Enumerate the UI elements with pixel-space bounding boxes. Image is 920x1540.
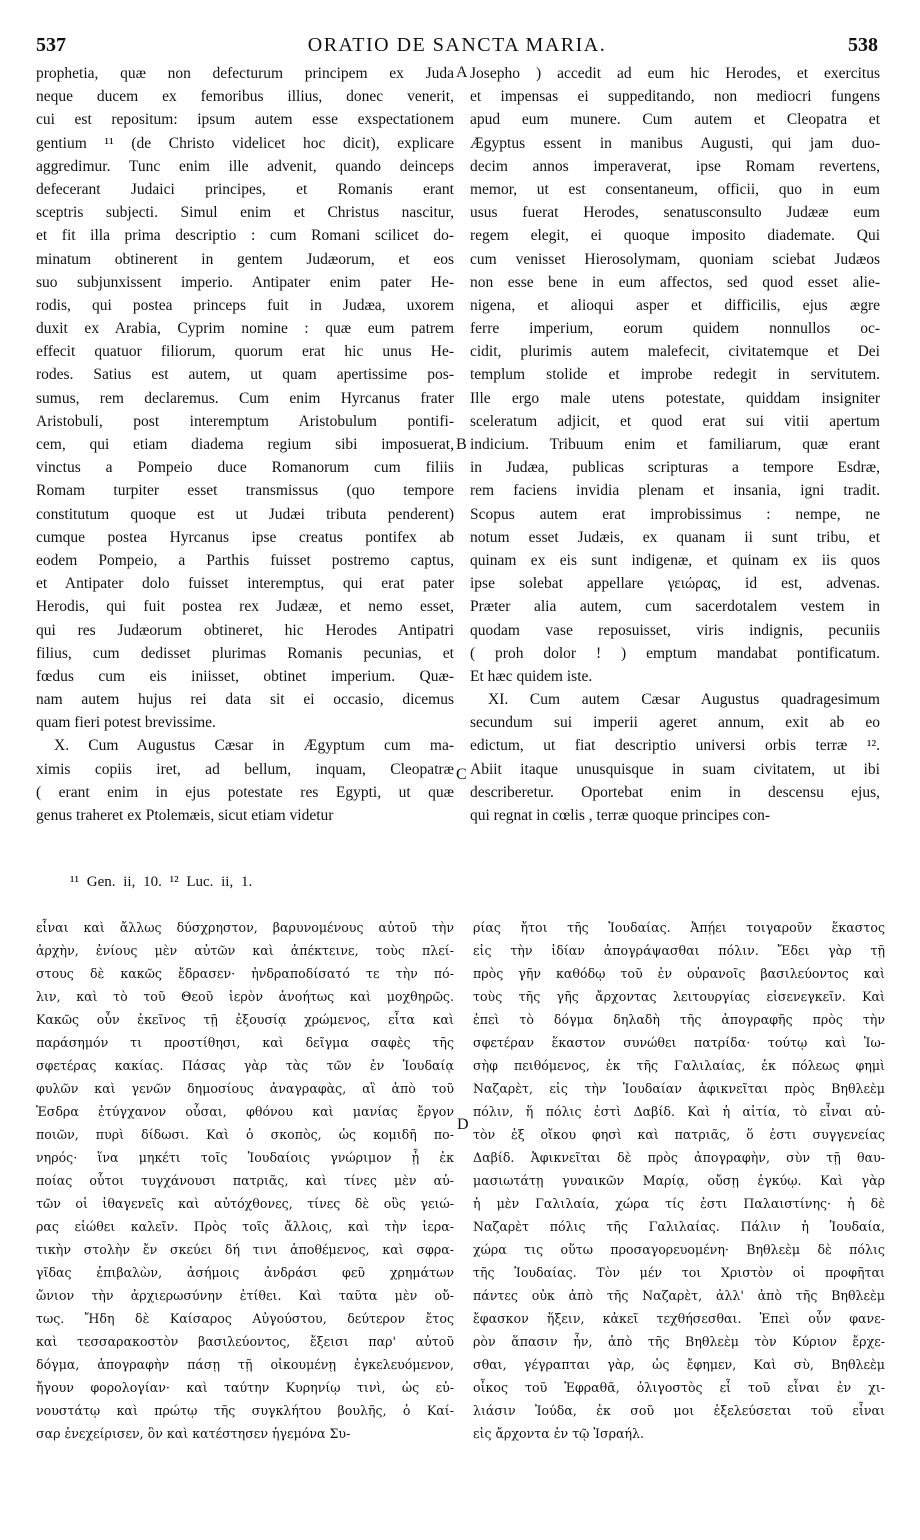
text-line: τῆς Ἰουδαίας. Τὸν μέν τοι Χριστὸν οἱ προφῆται — [473, 1265, 885, 1280]
text-line: effecit quatuor filiorum, quorum erat hic unus He- — [36, 343, 454, 361]
text-line: οἶκος τοῦ Ἐφραθᾶ, ὀλιγοστὸς εἶ τοῦ εἶναι ἐν χι- — [473, 1380, 885, 1395]
text-line: τως. Ἤδη δὲ Καίσαρος Αὐγούστου, δεύτερον ἔτος — [36, 1311, 454, 1326]
text-line: sceptris subjecti. Simul enim et Christus nascitur, — [36, 204, 454, 222]
greek-column-right — [473, 916, 885, 1445]
text-line: παράσημόν τι προστίθησι, καὶ δεῖγμα σαφὲς τῆς — [36, 1035, 454, 1050]
text-line: Ille ergo male utens potestate, quiddam insigniter — [470, 389, 880, 407]
text-line: εἰς τὴν ἰδίαν ἀπογράψασθαι πόλιν. Ἔδει γὰρ τῇ — [473, 943, 885, 958]
text-line: cumque postea Hyrcanus ipse creatus pontifex ab — [36, 528, 454, 546]
text-line: nigena, et alioqui asper et difficilis, ejus ægre — [470, 296, 880, 314]
text-line: eodem Pompeio, a Parthis fuisset postremo captus, — [36, 551, 454, 569]
text-line: Ναζαρὲτ πόλις τῆς Γαλιλαίας. Πάλιν ἡ Ἰουδαία, — [473, 1219, 885, 1234]
text-line: aggredimur. Tunc enim ille advenit, quando deinceps — [36, 157, 454, 175]
latin-column-left — [36, 62, 454, 827]
text-line: defecerant Judaici principes, et Romanis erant — [36, 180, 454, 198]
text-line: duxit ex Arabia, Cyprim nomine : quæ eum patrem — [36, 320, 454, 338]
text-line: prophetia, quæ non defecturum principem ex Juda — [36, 65, 454, 82]
text-line: ρὸν ἅπασιν ἦν, ἀπὸ τῆς Βηθλεὲμ τὸν Κύριον ἔρχε- — [473, 1334, 885, 1349]
text-line: regem elegit, ei quoque imposito diademate. Qui — [470, 227, 880, 245]
text-line: ximis copiis iret, ad bellum, inquam, Cleopatræ — [36, 760, 454, 778]
text-line: Scopus autem erat improbissimus : nempe, ne — [470, 505, 880, 523]
text-line: ρίας ἤτοι τῆς Ἰουδαίας. Ἀπῄει τοιγαροῦν ἕκαστος — [473, 920, 885, 935]
text-line: ποιῶν, πυρὶ δίδωσι. Καὶ ὁ σκοπὸς, ὡς κομιδῆ πο- — [36, 1127, 454, 1142]
text-line: ἔφασκον ἥξειν, κἀκεῖ τεχθήσεσθαι. Ἐπεὶ οὖν φανε- — [473, 1311, 885, 1326]
text-line: constitutum quoque est ut Judæi tributa penderent) — [36, 505, 454, 523]
text-line: quodam vase reposuisset, viris indignis, pecuniis — [470, 621, 880, 639]
text-line: ἤγουν φορολογίαν· καὶ ταύτην Κυρηνίῳ τινὶ, ὡς εὐ- — [36, 1380, 454, 1395]
text-line: δόγμα, ἀπογραφὴν πάσῃ τῇ οἰκουμένῃ ἐγκελευόμενον, — [36, 1357, 454, 1372]
text-line: non esse bene in eum affectos, sed quod esset alie- — [470, 273, 880, 291]
page-number-right: 538 — [848, 34, 878, 56]
text-line: notum esset Judæis, ex quanam ii sunt tribu, et — [470, 528, 880, 546]
text-line: τὸν ἐξ οἴκου φησὶ καὶ πατριᾶς, ὅ ἐστι συγγενείας — [473, 1127, 885, 1142]
text-line: ( proh dolor ! ) emptum mandabat pontificatum. — [470, 644, 880, 662]
text-line: Ἐσδρα ἐτύγχανον οὖσαι, φθόνου καὶ μανίας ἔργον — [36, 1104, 454, 1119]
text-line: Abiit itaque unusquisque in suam civitatem, ut ibi — [470, 760, 880, 778]
text-line: cum venisset Hierosolymam, quoniam sciebat Judæos — [470, 250, 880, 268]
page-header — [36, 34, 878, 60]
text-line: ferre imperium, eorum quidem nonnullos oc- — [470, 320, 880, 338]
text-line: memor, ut est consentaneum, officii, quo in eum — [470, 180, 880, 198]
text-line: τῶν οἱ ἰθαγενεῖς καὶ αὐτόχθονες, τίνες δὲ οὓς γειώ- — [36, 1196, 454, 1211]
text-line: rodes. Satius est autem, ut quam apertissime pos- — [36, 366, 454, 384]
text-line: σὴφ πειθόμενος, ἐκ τῆς Γαλιλαίας, ἐκ πόλεως φημὶ — [473, 1058, 885, 1073]
text-line: χώρα τις οὕτω προσαγορευομένη· Βηθλεὲμ δὲ πόλις — [473, 1242, 885, 1257]
text-line: indicium. Tribuum enim et familiarum, quæ erant — [470, 436, 880, 453]
text-line: cui est repositum: ipsum autem esse exspectationem — [36, 111, 454, 129]
text-line: Aristobuli, post interemptum Aristobulum pontifi- — [36, 412, 454, 430]
text-line: Romam turpiter esset transmissus (quo tempore — [36, 482, 454, 500]
text-line: et impensas ei suppeditando, non mediocri fungens — [470, 88, 880, 106]
text-line: ἐπεὶ τὸ δόγμα δηλαδὴ τῆς ἀπογραφῆς πρὸς τὴν — [473, 1012, 885, 1027]
text-line: vinctus a Pompeio duce Romanorum cum filiis — [36, 459, 454, 477]
section-marker-a: A — [456, 64, 468, 81]
text-line: σφετέραν ἕκαστον συνώθει πατρίδα· τούτῳ καὶ Ἰω- — [473, 1035, 885, 1050]
text-line: σαρ ἐνεχείρισεν, ὃν καὶ κατέστησεν ἡγεμόνα Συ- — [36, 1426, 351, 1441]
text-line: secundum sui imperii ageret annum, exit ab eo — [470, 714, 880, 732]
text-line: πάντες οὐκ ἀπὸ τῆς Ναζαρὲτ, ἀλλ' ἀπὸ τῆς Βηθλεὲμ — [473, 1288, 885, 1303]
text-line: nam autem hujus rei data sit ei occasio, dicemus — [36, 691, 454, 709]
section-marker-b: B — [456, 436, 467, 453]
text-line: cem, qui etiam diadema regium sibi imposuerat, — [36, 436, 454, 453]
text-line: usus fuerat Herodes, senatusconsulto Judææ eum — [470, 204, 880, 222]
text-line: qui regnat in cœlis , terræ quoque principes con- — [470, 807, 771, 824]
text-line: quinam ex eis sunt indigenæ, et quinam ex iis quos — [470, 551, 880, 569]
text-line: qui res Judæorum obtineret, hic Herodes Antipatri — [36, 621, 454, 639]
text-line: Ναζαρὲτ, εἰς τὴν Ἰουδαίαν ἀφικνεῖται πρὸς Βηθλεὲμ — [473, 1081, 885, 1096]
text-line: cidit, plurimis autem malefecit, civitatemque et Dei — [470, 343, 880, 361]
greek-column-left — [36, 916, 454, 1445]
running-title: ORATIO DE SANCTA MARIA. — [307, 34, 607, 56]
text-line: ὤνιον τὴν ἀρχιερωσύνην ἐτίθει. Καὶ ταῦτα μὲν οὔ- — [36, 1288, 454, 1303]
footnotes: ¹¹ Gen. ii, 10. ¹² Luc. ii, 1. — [70, 874, 253, 890]
text-line: sumus, rem declaremus. Cum enim Hyrcanus frater — [36, 389, 454, 407]
text-line: λιν, καὶ τὸ τοῦ Θεοῦ ἱερὸν ἀνοήτως καὶ μοχθηρῶς. — [36, 989, 454, 1004]
text-line: νουστάτῳ καὶ πρώτῳ τῆς συγκλήτου βουλῆς, ὁ Καί- — [36, 1403, 454, 1418]
text-line: XI. Cum autem Cæsar Augustus quadragesimum — [488, 691, 880, 709]
text-line: minatum obtinerent in gentem Judæorum, et eos — [36, 250, 454, 268]
text-line: templum stolide et improbe redegit in servitutem. — [470, 366, 880, 384]
text-line: in Judæa, publicas scripturas a tempore Esdræ, — [470, 459, 880, 477]
text-line: rodis, qui postea princeps fuit in Judæa, uxorem — [36, 296, 454, 314]
text-line: quam fieri potest brevissime. — [36, 714, 216, 732]
text-line: ρας εἰώθει καλεῖν. Πρὸς τοῖς ἄλλοις, καὶ τὴν ἱερα- — [36, 1219, 454, 1234]
text-line: suo subjunxissent imperio. Antipater enim pater He- — [36, 273, 454, 291]
text-line: et Antipater dolo fuisset interemptus, qui erat pater — [36, 575, 454, 593]
text-line: rem faciens invidia plenam et insania, igni tradit. — [470, 482, 880, 500]
text-line: καὶ τεσσαρακοστὸν βασιλεύοντος, ἔξεισι παρ' αὐτοῦ — [36, 1334, 454, 1349]
text-line: gentium ¹¹ (de Christo videlicet hoc dicit), explicare — [36, 134, 454, 152]
text-line: τοὺς τῆς γῆς ἄρχοντας λειτουργίας εἰσενεγκεῖν. Καὶ — [473, 989, 885, 1004]
text-line: Ægyptus essent in manibus Augusti, qui jam duo- — [470, 134, 880, 152]
section-marker-d: D — [457, 1116, 469, 1133]
section-marker-c: C — [456, 766, 467, 783]
text-line: γῖδας ἐπιβαλὼν, ἀσήμοις ἀνδράσι φεῦ χρημάτων — [36, 1265, 454, 1280]
text-line: Κακῶς οὖν ἐκεῖνος τῇ ἐξουσίᾳ χρώμενος, εἶτα καὶ — [36, 1012, 454, 1027]
text-line: genus traheret ex Ptolemæis, sicut etiam videtur — [36, 807, 334, 824]
text-line: φυλῶν καὶ γενῶν δημοσίους ἀναγραφὰς, αἳ ἀπὸ τοῦ — [36, 1081, 454, 1096]
text-line: neque ducem ex femoribus illius, donec venerit, — [36, 88, 454, 106]
text-line: Δαβίδ. Ἀφικνεῖται δὲ πρὸς ἀπογραφὴν, σὺν τῇ θαυ- — [473, 1150, 885, 1165]
text-line: ἡ μὲν Γαλιλαία, χώρα τίς ἐστι Παλαιστίνης· ἡ δὲ — [473, 1196, 885, 1211]
text-line: et fit illa prima descriptio : cum Romani scilicet do- — [36, 227, 454, 245]
text-line: Herodis, qui fuit postea rex Judææ, et nemo esset, — [36, 598, 454, 616]
text-line: στους δὲ κακῶς ἔδρασεν· ἠνδραποδίσατό τε τὴν πό- — [36, 966, 454, 981]
text-line: ipse solebat appellare γειώρας, id est, advenas. — [470, 575, 880, 593]
text-line: εἰς ἄρχοντα ἐν τῷ Ἰσραήλ. — [473, 1426, 645, 1441]
text-line: Josepho ) accedit ad eum hic Herodes, et exercitus — [470, 65, 880, 82]
text-line: edictum, ut fiat descriptio universi orbis terræ ¹². — [470, 737, 880, 755]
text-line: σφετέρας κακίας. Πάσας γὰρ τὰς τῶν ἐν Ἰουδαίᾳ — [36, 1058, 454, 1073]
text-line: σθαι, γέγραπται γὰρ, ὡς ἔφημεν, Καὶ σὺ, Βηθλεὲμ — [473, 1357, 885, 1372]
text-line: ἀρχὴν, ἐνίους μὲν αὐτῶν καὶ ἀπέκτεινε, τοὺς πλεί- — [36, 943, 454, 958]
text-line: Præter alia autem, cum sacerdotalem vestem in — [470, 598, 880, 616]
text-line: X. Cum Augustus Cæsar in Ægyptum cum ma- — [54, 737, 454, 755]
text-line: sceleratum adjicit, et quod erat sui vitii apertum — [470, 412, 880, 430]
page-number-left: 537 — [36, 34, 66, 56]
text-line: μασιωτάτῃ γυναικῶν Μαρίᾳ, οὔσῃ ἐγκύῳ. Καὶ γὰρ — [473, 1173, 885, 1188]
text-line: fœdus cum eis iniisset, obtinet imperium. Quæ- — [36, 667, 454, 685]
text-line: decim annos imperaverat, ipse Romam revertens, — [470, 157, 880, 175]
text-line: τικὴν στολὴν ἔν σκεύει δή τινι ἀποθέμενος, καὶ σφρα- — [36, 1242, 454, 1257]
text-line: describeretur. Oportebat enim in descensu ejus, — [470, 783, 880, 801]
text-line: filius, cum dedisset plurimas Romanis pecunias, et — [36, 644, 454, 662]
latin-column-right — [470, 62, 880, 827]
text-line: ( erant enim in ejus potestate res Egypti, ut quæ — [36, 783, 454, 801]
text-line: πόλιν, ἥ πόλις ἐστὶ Δαβίδ. Καὶ ἡ αἰτία, τὸ εἶναι αὐ- — [473, 1104, 885, 1119]
text-line: Et hæc quidem iste. — [470, 667, 593, 685]
text-line: πρὸς γῆν καθόδῳ τοῦ ἐν οὐρανοῖς βασιλεύοντος καὶ — [473, 966, 885, 981]
text-line: νηρός· ἵνα μηκέτι τοῖς Ἰουδαίοις γνώριμον ᾖ ἐκ — [36, 1150, 454, 1165]
text-line: apud eum munere. Cum autem et Cleopatra et — [470, 111, 880, 129]
text-line: ποίας οὗτοι τυγχάνουσι πατριᾶς, καὶ τίνες μὲν αὐ- — [36, 1173, 454, 1188]
text-line: εἶναι καὶ ἄλλως δύσχρηστον, βαρυνομένους αὐτοῦ τὴν — [36, 920, 454, 935]
text-line: λιάσιν Ἰούδα, ἐκ σοῦ μοι ἐξελεύσεται τοῦ εἶναι — [473, 1403, 885, 1418]
